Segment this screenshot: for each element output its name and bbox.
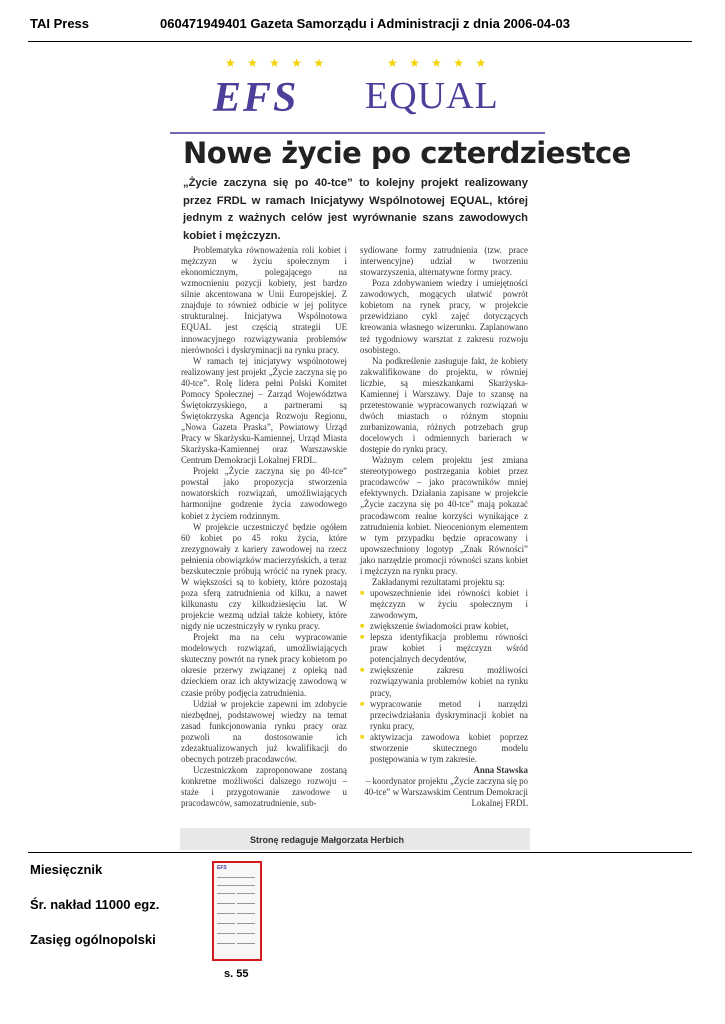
paragraph: Uczestniczkom zaproponowane zostaną konkretne możliwości dalszego rozwoju – staże i przygotowanie zawodowe u pracodawców, samozatrudnienie, sub- <box>181 764 347 809</box>
article-right-column <box>360 245 528 809</box>
thumbnail-line <box>217 933 235 934</box>
list-item: ■ aktywizacja zawodowa kobiet poprzez stworzenie skutecznego modelu postępowania w tym zakresie. <box>360 732 528 765</box>
efs-logo: EFS <box>213 75 299 121</box>
logo-bar <box>205 52 525 127</box>
thumbnail-line <box>237 933 255 934</box>
paragraph: Projekt „Życie zaczyna się po 40-tce” powstał jako propozycja stworzenia nowatorskich rozwiązań, umożliwiających harmonijne godzenie życia zawodowego kobiet z życiem rodzinnym. <box>181 466 347 521</box>
thumbnail-line <box>217 885 255 886</box>
author-name: Anna Stawska <box>473 764 528 775</box>
list-item: ■ zwiększenie zakresu możliwości rozwiązywania problemów kobiet na rynku pracy, <box>360 665 528 698</box>
edited-by: Stronę redaguje Małgorzata Herbich <box>250 835 405 845</box>
paragraph: Poza zdobywaniem wiedzy i umiejętności zawodowych, mogących ułatwić powrót kobietom na rynek pracy, w projekcie przewidziano cykl zajęć dotyczących kreowania własnego wizerunku. Zaplanowano też tygodniowy warsztat z zakresu rozwoju osobistego. <box>360 278 528 355</box>
circulation: Śr. nakład 11000 egz. <box>30 897 160 912</box>
thumbnail-line <box>217 877 255 878</box>
thumbnail-logo: EFS <box>217 865 227 871</box>
reach: Zasięg ogólnopolski <box>30 932 156 947</box>
thumbnail-line <box>217 943 235 944</box>
paragraph: Na podkreślenie zasługuje fakt, że kobiety zakwalifikowane do projektu, w równiej liczbie, są mieszkankami Skarżyska-Kamiennej i Warszawy. Daje to szansę na przetestowanie wypracowanych rozwiązań w dwóch miastach o różnym stopniu zurbanizowania, różnych potrzebach grup docelowych i odmiennych barierach w dostępie do rynku pracy. <box>360 355 528 455</box>
list-item: ■ wypracowanie metod i narzędzi przeciwdziałania dyskryminacji kobiet na rynku pracy, <box>360 699 528 732</box>
paragraph: Zakładanymi rezultatami projektu są: <box>372 576 505 587</box>
publication-info: 060471949401 Gazeta Samorządu i Administracji z dnia 2006-04-03 <box>160 16 570 31</box>
page-number: s. 55 <box>224 968 249 980</box>
list-item: ■ lepsza identyfikacja problemu równości praw kobiet i mężczyzn wśród potencjalnych decydentów, <box>360 632 528 665</box>
article-left-column <box>181 245 347 809</box>
thumbnail-line <box>237 893 255 894</box>
thumbnail-line <box>237 943 255 944</box>
source-name: TAI Press <box>30 16 90 31</box>
page-thumbnail[interactable] <box>212 861 262 961</box>
footer-divider <box>28 852 692 853</box>
efs-stars-icon: ★ ★ ★ ★ ★ <box>225 56 329 70</box>
paragraph: Problematyka równoważenia roli kobiet i mężczyzn w życiu społecznym i ekonomicznym, polegającego na wzmocnieniu pozycji kobiety, jest bardzo silnie akcentowana w Unii Europejskiej. Z znajduje to również odbicie w jej polityce strukturalnej. Inicjatywa Wspólnotowa EQUAL jest częścią strategii UE innowacyjnego rozwiązywania problemów nierówności i dyskryminacji na rynku pracy. <box>181 245 347 355</box>
thumbnail-line <box>237 923 255 924</box>
paragraph: Ważnym celem projektu jest zmiana stereotypowego postrzegania kobiet przez pracodawców – jako pracowników mniej efektywnych. Działania zapisane w projekcie „Życie zaczyna się po 40-tce” mają pokazać pracodawcom realne korzyści wynikające z zatrudnienia kobiet. Nieocenionym elementem w tym przypadku będzie opracowany i upowszechniony logotyp „Znak Równości” jako narzędzie promocji równości szans kobiet i mężczyzn na rynku pracy. <box>360 455 528 576</box>
thumbnail-line <box>217 903 235 904</box>
paragraph: Projekt ma na celu wypracowanie modelowych rozwiązań, umożliwiających skuteczny powrót na rynek pracy kobietom po okresie przerwy związanej z opieką nad dzieckiem oraz ich aktywizację zawodową w czasie próby podjęcia zatrudnienia. <box>181 632 347 698</box>
article-lead: „Życie zaczyna się po 40-tce” to kolejny projekt realizowany przez FRDL w ramach Inicjatywy Wspólnotowej EQUAL, której jednym z ważnych celów jest wyrównanie szans zawodowych kobiet i mężczyzn. <box>183 177 528 242</box>
logo-divider <box>170 132 545 134</box>
paragraph: W ramach tej inicjatywy wspólnotowej realizowany jest projekt „Życie zaczyna się po 40-tce”. Rolę lidera pełni Polski Komitet Pomocy Społecznej – Zarząd Województwa Świętokrzyskiego, a partnerami są Świętokrzyska Agencja Rozwoju Regionu, „Nowa Gazeta Praska”, Powiatowy Urząd Pracy w Skarżysku-Kamiennej, Urząd Miasta Skarżyska-Kamiennej oraz Warszawskie Centrum Demokracji Lokalnej FRDL. <box>181 355 347 466</box>
paragraph: W projekcie uczestniczyć będzie ogółem 60 kobiet po 45 roku życia, które zrezygnowały z kariery zawodowej na rzecz pełnienia obowiązków macierzyńskich, a teraz bezskutecznie próbują wrócić na rynek pracy. W większości są to kobiety, które pozostają poza sferą zatrudnienia od kilku, a nawet kilkunastu czy kilkudziesięciu lat. W projekcie wezmą udział także kobiety, które nigdy nie uczestniczyły w rynku pracy. <box>181 521 347 632</box>
paragraph: sydiowane formy zatrudnienia (tzw. prace interwencyjne) udział w tworzeniu stowarzyszenia, alternatywne formy pracy. <box>360 245 528 278</box>
thumbnail-line <box>217 913 235 914</box>
thumbnail-line <box>217 893 235 894</box>
results-list <box>360 588 528 765</box>
list-item: ■ upowszechnienie idei równości kobiet i mężczyzn w życiu społecznym i zawodowym, <box>360 588 528 621</box>
article-title: Nowe życie po czterdziestce <box>183 136 631 170</box>
equal-logo: EQUAL <box>365 75 499 117</box>
header-divider <box>28 41 692 42</box>
thumbnail-line <box>237 913 255 914</box>
thumbnail-line <box>237 903 255 904</box>
author-note: – koordynator projektu „Życie zaczyna się po 40-tce” w Warszawskim Centrum Demokracji Lokalnej FRDL <box>364 776 528 809</box>
list-item: ■ zwiększenie świadomości praw kobiet, <box>360 621 528 632</box>
thumbnail-line <box>217 923 235 924</box>
frequency: Miesięcznik <box>30 862 103 877</box>
paragraph: Udział w projekcie zapewni im zdobycie niezbędnej, podstawowej wiedzy na temat zasad funkcjonowania rynku pracy oraz pozwoli na dostosowanie ich zdezaktualizowanych już kwalifikacji do obecnych potrzeb pracodawców. <box>181 698 347 764</box>
equal-stars-icon: ★ ★ ★ ★ ★ <box>387 56 491 70</box>
